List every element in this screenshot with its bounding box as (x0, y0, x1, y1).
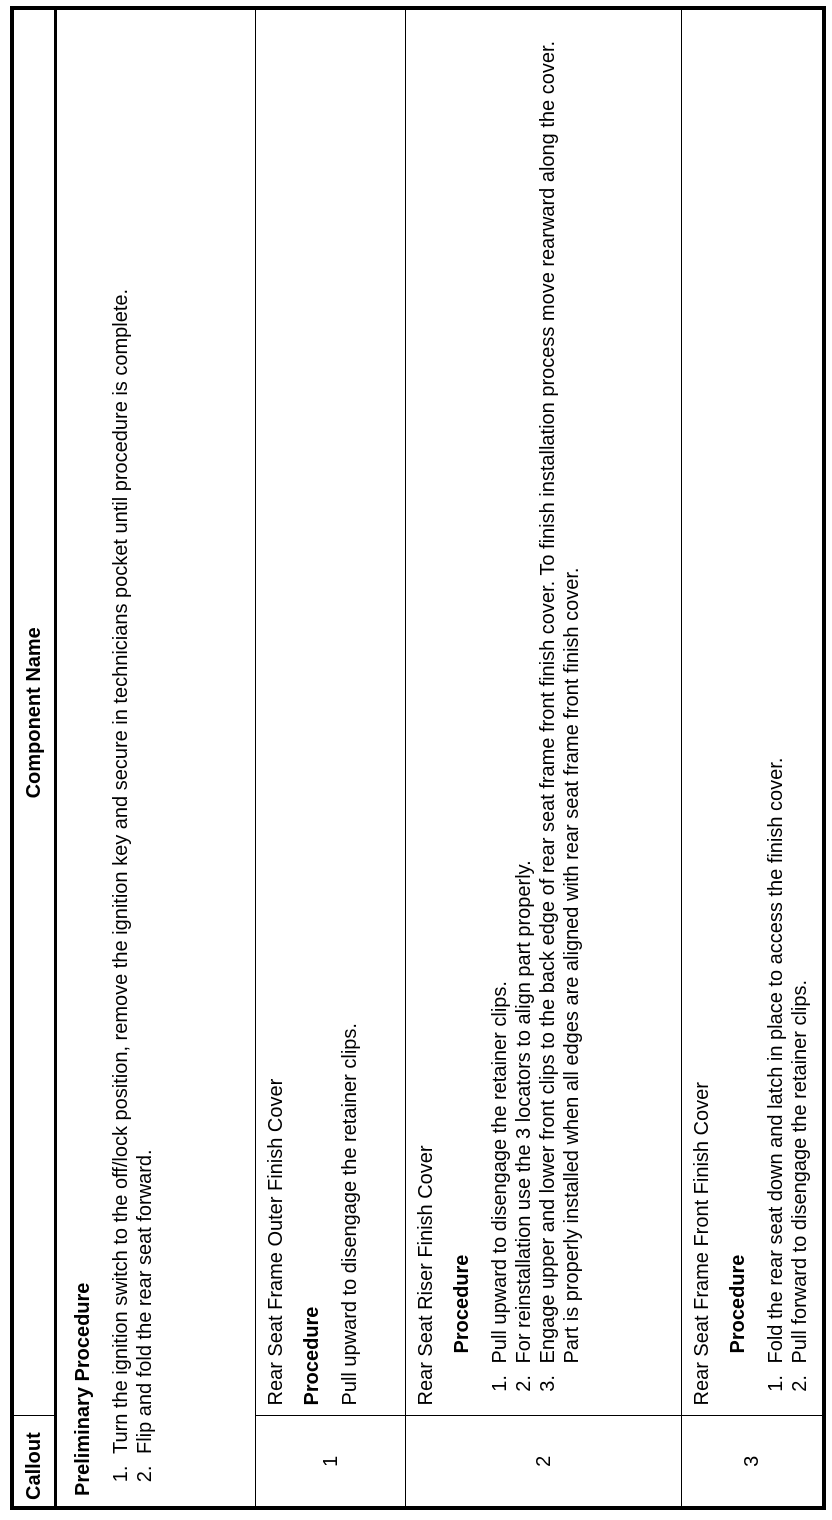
callout-number: 2 (406, 1416, 682, 1508)
procedure-text: Pull upward to disengage the retainer clips. (339, 1023, 361, 1406)
component-cell (406, 8, 682, 1416)
component-cell (256, 8, 406, 1416)
component-name-header: Component Name (12, 8, 56, 1416)
preliminary-step: 1. Turn the ignition switch to the off/lock position, remove the ignition key and secure in technicians pocket until procedure is complete. (109, 20, 133, 1460)
rotated-table-wrapper (10, 10, 822, 1510)
procedure-table (10, 6, 826, 1510)
procedure-step: 2. For reinstallation use the 3 locators to align part properly. (512, 20, 536, 1370)
procedure-heading: Procedure (301, 1306, 323, 1406)
preliminary-row (56, 8, 256, 1508)
preliminary-steps (109, 20, 157, 1496)
table-row (256, 8, 406, 1508)
procedure-step: 1. Pull upward to disengage the retainer clips. (488, 20, 512, 1370)
component-name: Rear Seat Frame Front Finish Cover (691, 1082, 713, 1406)
callout-number: 3 (682, 1416, 825, 1508)
table-row (406, 8, 682, 1508)
component-cell (682, 8, 825, 1416)
preliminary-step: 2. Flip and fold the rear seat forward. (133, 20, 157, 1460)
component-name: Rear Seat Frame Outer Finish Cover (265, 1078, 287, 1406)
procedure-steps (488, 20, 584, 1406)
header-row (12, 8, 56, 1508)
table-row (682, 8, 825, 1508)
procedure-step: 3. Engage upper and lower front clips to the back edge of rear seat frame front finish cover. To finish installation process move rearward along the cover. Part is properly installed when all edges are aligned with rear seat frame front finish cover. (536, 20, 584, 1370)
procedure-steps (764, 20, 812, 1406)
procedure-heading: Procedure (727, 1254, 749, 1354)
callout-header: Callout (12, 1416, 56, 1508)
preliminary-heading: Preliminary Procedure (72, 1282, 94, 1496)
procedure-step: 1. Fold the rear seat down and latch in place to access the finish cover. (764, 20, 788, 1370)
procedure-heading: Procedure (451, 1254, 473, 1354)
preliminary-cell (56, 8, 256, 1508)
callout-number: 1 (256, 1416, 406, 1508)
component-name: Rear Seat Riser Finish Cover (415, 1145, 437, 1406)
procedure-step: 2. Pull forward to disengage the retainer clips. (788, 20, 812, 1370)
